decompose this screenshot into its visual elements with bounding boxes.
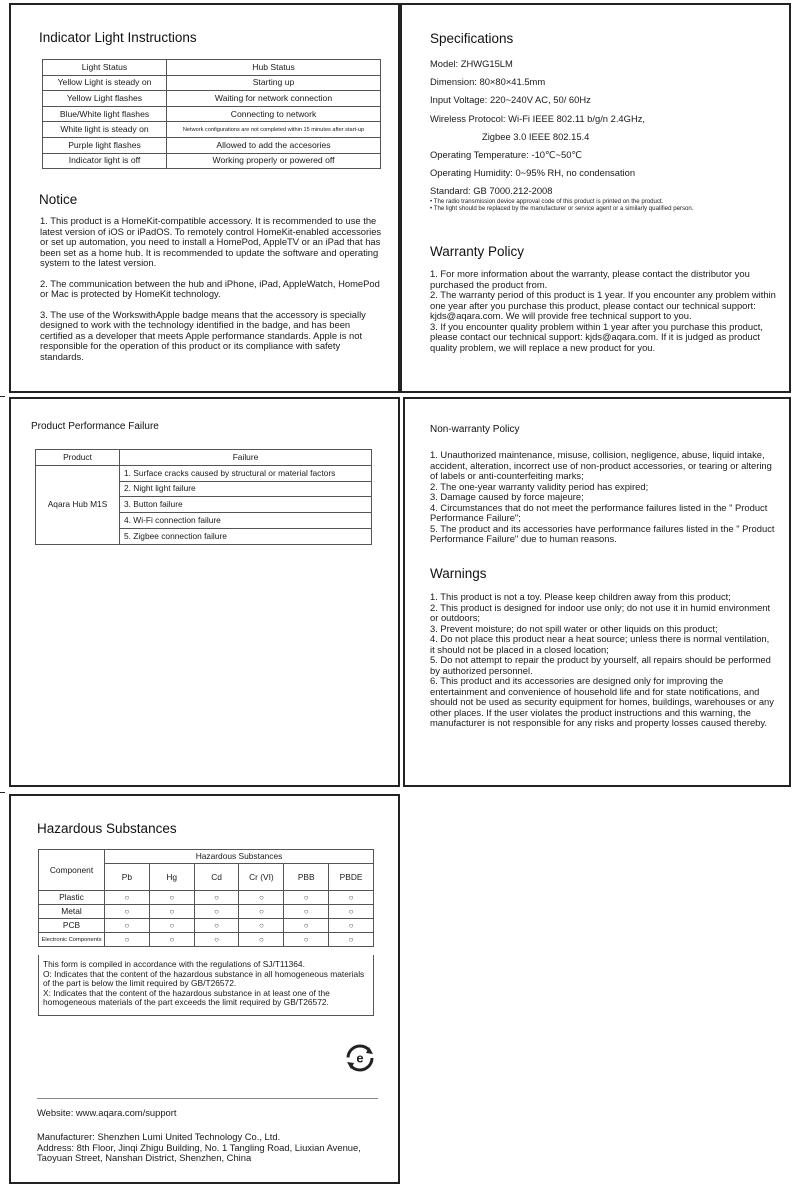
table-row xyxy=(43,91,381,107)
substance-mark: ○ xyxy=(329,933,374,947)
substance-header: Cd xyxy=(194,864,239,891)
hazardous-title: Hazardous Substances xyxy=(37,821,177,836)
specifications-title: Specifications xyxy=(430,31,514,46)
crop-mark xyxy=(0,396,5,397)
substance-mark: ○ xyxy=(149,905,194,919)
substance-mark: ○ xyxy=(149,919,194,933)
substance-mark: ○ xyxy=(239,919,284,933)
warranty-body xyxy=(430,269,776,353)
notice-paragraph: 1. This product is a HomeKit-compatible accessory. It is recommended to use the latest version of iOS or iPadOS. To remotely control HomeKit-enabled accessories or set up automation, you need to install a HomePod, AppleTV or an iPad that has been set as a home hub. It is recommended to update the software and operating system to the latest version. xyxy=(40,215,382,268)
non-warranty-body xyxy=(430,450,775,545)
warranty-paragraph: 1. For more information about the warranty, please contact the distributor you purchased the product from. xyxy=(430,268,750,290)
hub-status-cell: Waiting for network connection xyxy=(167,91,381,107)
substance-mark: ○ xyxy=(149,891,194,905)
hazardous-note: O: Indicates that the content of the hazardous substance in all homogeneous materials of the part is below the limit required by GB/T26572. xyxy=(43,968,365,989)
warnings-body xyxy=(430,592,775,729)
substances-group-header: Hazardous Substances xyxy=(105,850,374,864)
spec-note: • The light should be replaced by the manufacturer or service agent or a similarly qualified person. xyxy=(430,205,694,212)
hub-status-cell: Connecting to network xyxy=(167,106,381,122)
substance-header: Pb xyxy=(105,864,150,891)
environmental-protection-use-period-icon xyxy=(345,1043,375,1073)
table-header-row xyxy=(39,850,374,864)
table-row xyxy=(39,919,374,933)
failure-header: Failure xyxy=(120,450,372,466)
substance-mark: ○ xyxy=(284,891,329,905)
specifications-warranty-panel xyxy=(400,3,791,393)
hazardous-substances-panel xyxy=(9,794,400,1184)
substance-mark: ○ xyxy=(284,919,329,933)
hazardous-note: X: Indicates that the content of the hazardous substance in at least one of the homogeneous materials of the part exceeds the limit required by GB/T26572. xyxy=(43,987,330,1008)
table-row xyxy=(39,905,374,919)
component-header: Component xyxy=(39,850,105,891)
performance-table xyxy=(35,449,372,545)
spec-line: Zigbee 3.0 IEEE 802.15.4 xyxy=(482,130,590,142)
notice-paragraph: 3. The use of the WorkswithApple badge means that the accessory is specially designed to work with the technology identified in the badge, and has been certified as a developer that meets Apple performance standards. Apple is not responsible for the operation of this product or its compliance with safety standards. xyxy=(40,308,366,362)
hazardous-notes xyxy=(38,955,374,1016)
spec-line: Wireless Protocol: Wi-Fi IEEE 802.11 b/g/n 2.4GHz, xyxy=(430,112,646,124)
hub-status-header: Hub Status xyxy=(167,60,381,76)
product-header: Product xyxy=(36,450,120,466)
substance-mark: ○ xyxy=(329,891,374,905)
specifications-list xyxy=(430,58,645,204)
non-warranty-item: 2. The one-year warranty validity period has expired; xyxy=(430,480,649,492)
hub-status-cell: Starting up xyxy=(167,75,381,91)
non-warranty-item: 3. Damage caused by force majeure; xyxy=(430,491,584,502)
product-name-cell: Aqara Hub M1S xyxy=(36,465,120,544)
notice-body xyxy=(40,216,383,372)
warranty-paragraph: 3. If you encounter quality problem within 1 year after you purchase this product, please contact our technical support: kjds@aqara.com. If it is judged as product quality problem, we will replace a new product for you. xyxy=(430,320,763,353)
substance-mark: ○ xyxy=(239,891,284,905)
substance-mark: ○ xyxy=(329,905,374,919)
spec-line: Model: ZHWG15LM xyxy=(430,58,513,69)
website-line: Website: www.aqara.com/support xyxy=(37,1107,177,1118)
table-row xyxy=(43,106,381,122)
light-status-cell: White light is steady on xyxy=(43,122,167,138)
substance-header: Hg xyxy=(149,864,194,891)
performance-failure-panel xyxy=(9,397,400,787)
notice-title: Notice xyxy=(39,192,78,207)
notice-paragraph: 2. The communication between the hub and iPhone, iPad, AppleWatch, HomePod or Mac is protected by HomeKit technology. xyxy=(40,277,380,299)
component-cell: Metal xyxy=(39,905,105,919)
indicator-title: Indicator Light Instructions xyxy=(39,30,197,45)
substance-header: PBDE xyxy=(329,864,374,891)
indicator-notice-panel xyxy=(9,3,400,393)
spec-line: Standard: GB 7000.212-2008 xyxy=(430,185,553,197)
hub-status-cell: Allowed to add the accesories xyxy=(167,137,381,153)
address-line: Address: 8th Floor, Jinqi Zhigu Building, No. 1 Tangling Road, Liuxian Avenue, Taoyuan Street, Nanshan District, Shenzhen, China xyxy=(37,1141,361,1164)
table-row xyxy=(43,153,381,169)
failure-cell: 5. Zigbee connection failure xyxy=(120,528,372,544)
table-row xyxy=(43,75,381,91)
substance-mark: ○ xyxy=(149,933,194,947)
component-cell: Plastic xyxy=(39,891,105,905)
warning-item: 5. Do not attempt to repair the product by yourself, all repairs should be performed by authorized personnel. xyxy=(430,654,771,676)
failure-cell: 2. Night light failure xyxy=(120,481,372,497)
warning-item: 1. This product is not a toy. Please keep children away from this product; xyxy=(430,591,731,602)
substance-header: PBB xyxy=(284,864,329,891)
table-row xyxy=(39,933,374,947)
light-status-cell: Yellow Light flashes xyxy=(43,91,167,107)
manufacturer-line: Manufacturer: Shenzhen Lumi United Technology Co., Ltd. xyxy=(37,1131,281,1142)
substance-mark: ○ xyxy=(239,905,284,919)
svg-text:e: e xyxy=(356,1050,364,1066)
warning-item: 3. Prevent moisture; do not spill water or other liquids on this product; xyxy=(430,622,718,634)
spec-line: Operating Temperature: -10℃~50℃ xyxy=(430,148,582,160)
substance-mark: ○ xyxy=(105,919,150,933)
light-status-cell: Purple light flashes xyxy=(43,137,167,153)
light-status-cell: Blue/White light flashes xyxy=(43,106,167,122)
table-row xyxy=(43,122,381,138)
manufacturer-info xyxy=(37,1132,382,1164)
failure-cell: 3. Button failure xyxy=(120,497,372,513)
warning-item: 4. Do not place this product near a heat source; unless there is normal ventilation, it should not be placed in a closed location; xyxy=(430,633,770,655)
light-status-cell: Indicator light is off xyxy=(43,153,167,169)
crop-mark xyxy=(0,792,5,793)
substance-mark: ○ xyxy=(105,933,150,947)
table-header-row xyxy=(36,450,372,466)
hazardous-note: This form is compiled in accordance with the regulations of SJ/T11364. xyxy=(43,959,305,969)
spec-note: • The radio transmission device approval code of this product is printed on the product. xyxy=(430,198,664,205)
non-warranty-item: 4. Circumstances that do not meet the performance failures listed in the " Product Performance Failure"; xyxy=(430,501,768,523)
warranty-paragraph: 2. The warranty period of this product is 1 year. If you encounter any problem within one year after you purchase this product, please contact our technical support: kjds@aqara.com. We will provide free technical support to you. xyxy=(430,289,776,321)
table-row xyxy=(36,465,372,481)
non-warranty-title: Non-warranty Policy xyxy=(430,424,520,435)
light-status-header: Light Status xyxy=(43,60,167,76)
substance-mark: ○ xyxy=(329,919,374,933)
specifications-notes xyxy=(430,198,776,212)
substance-mark: ○ xyxy=(284,933,329,947)
non-warranty-item: 1. Unauthorized maintenance, misuse, collision, negligence, abuse, liquid intake, accident, alteration, incorrect use of non-product accessories, or tearing or altering of labels or anti-counterfeiting marks; xyxy=(430,449,772,481)
component-cell: Electronic Components xyxy=(39,933,105,947)
substance-mark: ○ xyxy=(194,905,239,919)
warranty-title: Warranty Policy xyxy=(430,244,525,259)
table-row xyxy=(39,891,374,905)
failure-cell: 1. Surface cracks caused by structural or material factors xyxy=(120,465,372,481)
warning-item: 6. This product and its accessories are designed only for improving the entertainment and convenience of household life and for state notifications, and should not be used as security equipment for homes, buildings, warehouses or any other places. If the user violates the product instructions and this warning, the manufacturer is not responsible for any risks and property losses caused thereby. xyxy=(430,675,774,728)
performance-title: Product Performance Failure xyxy=(31,421,159,432)
substance-mark: ○ xyxy=(194,919,239,933)
substance-mark: ○ xyxy=(284,905,329,919)
hub-status-cell: Working properly or powered off xyxy=(167,153,381,169)
failure-cell: 4. Wi-Fi connection failure xyxy=(120,513,372,529)
substance-mark: ○ xyxy=(194,933,239,947)
nonwarranty-warnings-panel xyxy=(403,397,791,787)
light-status-cell: Yellow Light is steady on xyxy=(43,75,167,91)
table-header-row xyxy=(43,60,381,76)
component-cell: PCB xyxy=(39,919,105,933)
spec-line: Input Voltage: 220~240V AC, 50/ 60Hz xyxy=(430,94,591,106)
table-row xyxy=(43,137,381,153)
spec-line: Dimension: 80×80×41.5mm xyxy=(430,76,546,88)
indicator-table xyxy=(42,59,381,169)
substance-header: Cr (VI) xyxy=(239,864,284,891)
warning-item: 2. This product is designed for indoor use only; do not use it in humid environment or outdoors; xyxy=(430,601,771,623)
non-warranty-item: 5. The product and its accessories have performance failures listed in the " Product Performance Failure" due to human reasons. xyxy=(430,522,775,544)
warnings-title: Warnings xyxy=(430,566,487,581)
footer-divider xyxy=(37,1098,378,1099)
substance-mark: ○ xyxy=(105,905,150,919)
spec-line: Operating Humidity: 0~95% RH, no condensation xyxy=(430,167,636,179)
substance-mark: ○ xyxy=(105,891,150,905)
hub-status-cell: Network configurations are not completed within 15 minutes after start-up xyxy=(167,122,381,138)
substance-mark: ○ xyxy=(194,891,239,905)
substance-mark: ○ xyxy=(239,933,284,947)
hazardous-table xyxy=(38,849,374,947)
